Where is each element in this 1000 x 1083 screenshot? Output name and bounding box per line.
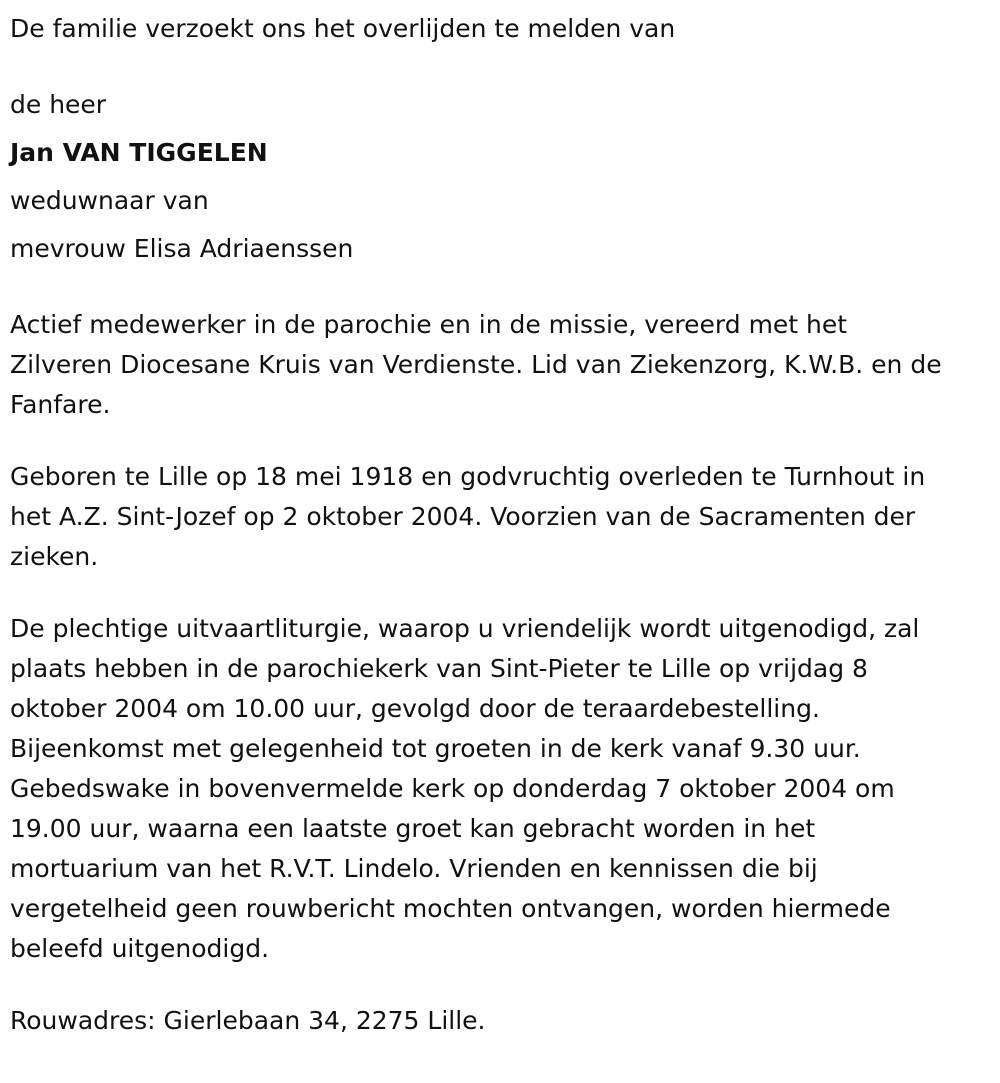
funeral-line: vergetelheid geen rouwbericht mochten ontvangen, worden hiermede [10,894,891,923]
birth-death-line: Geboren te Lille op 18 mei 1918 en godvruchtig overleden te Turnhout in [10,462,926,491]
merits-line: Actief medewerker in de parochie en in de missie, vereerd met het [10,310,848,339]
funeral-line: Gebedswake in bovenvermelde kerk op donderdag 7 oktober 2004 om [10,774,895,803]
mourning-address: Rouwadres: Gierlebaan 34, 2275 Lille. [10,1006,486,1035]
birth-death-line: zieken. [10,542,99,571]
funeral-line: mortuarium van het R.V.T. Lindelo. Vrienden en kennissen die bij [10,854,818,883]
funeral-line: Bijeenkomst met gelegenheid tot groeten in de kerk vanaf 9.30 uur. [10,734,861,763]
funeral-paragraph [10,609,995,969]
merits-paragraph [10,305,995,425]
funeral-line: oktober 2004 om 10.00 uur, gevolgd door de teraardebestelling. [10,694,820,723]
deceased-name: Jan VAN TIGGELEN [10,138,268,167]
birth-death-line: het A.Z. Sint-Jozef op 2 oktober 2004. Voorzien van de Sacramenten der [10,502,916,531]
funeral-line: 19.00 uur, waarna een laatste groet kan gebracht worden in het [10,814,816,843]
honorific: de heer [10,90,107,119]
funeral-line: plaats hebben in de parochiekerk van Sint-Pieter te Lille op vrijdag 8 [10,654,868,683]
spacer [10,425,995,457]
funeral-line: beleefd uitgenodigd. [10,934,270,963]
funeral-line: De plechtige uitvaartliturgie, waarop u vriendelijk wordt uitgenodigd, zal [10,614,920,643]
birth-death-paragraph [10,457,995,577]
spacer [10,273,995,305]
deceased-block [10,81,995,273]
merits-line: Zilveren Diocesane Kruis van Verdienste. Lid van Ziekenzorg, K.W.B. en de [10,350,942,379]
merits-line: Fanfare. [10,390,111,419]
intro-text: De familie verzoekt ons het overlijden te melden van [10,14,676,43]
death-notice [10,9,995,1041]
spacer [10,49,995,81]
spacer [10,969,995,1001]
spacer [10,577,995,609]
relation-text: weduwnaar van [10,186,209,215]
spouse-name: mevrouw Elisa Adriaenssen [10,234,354,263]
